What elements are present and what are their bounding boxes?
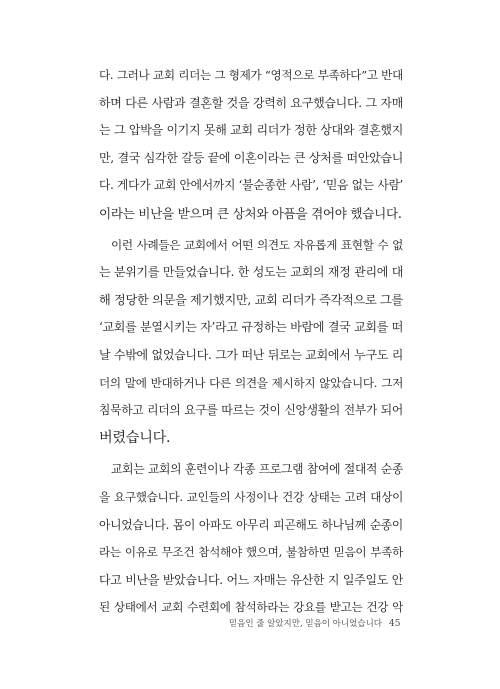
page-footer <box>0 617 500 631</box>
text-line: 라는 이유로 무조건 참석해야 했으며, 불참하면 믿음이 부족하 <box>99 545 403 560</box>
text-line: 다고 비난을 받았습니다. 어느 자매는 유산한 지 일주일도 안 <box>99 572 403 587</box>
text-line: 날 수밖에 없었습니다. 그가 떠난 뒤로는 교회에서 누구도 리 <box>99 347 403 362</box>
text-line: 이런 사례들은 교회에서 어떤 의견도 자유롭게 표현할 수 없 <box>111 237 403 252</box>
text-line: 아니었습니다. 몸이 아파도 아무리 피곤해도 하나님께 순종이 <box>99 517 403 532</box>
text-line: 된 상태에서 교회 수련회에 참석하라는 강요를 받고는 건강 악 <box>99 600 403 615</box>
text-line: 을 요구했습니다. 교인들의 사정이나 건강 상태는 고려 대상이 <box>99 489 403 504</box>
body-text <box>99 62 403 622</box>
text-line: 해 정당한 의문을 제기했지만, 교회 리더가 즉각적으로 그를 <box>99 292 403 307</box>
text-line: 교회는 교회의 훈련이나 각종 프로그램 참여에 절대적 순종 <box>111 462 403 477</box>
text-line: ‘교회를 분열시키는 자’라고 규정하는 바람에 결국 교회를 떠 <box>99 320 403 335</box>
text-line: 는 분위기를 만들었습니다. 한 성도는 교회의 재정 관리에 대 <box>99 265 403 280</box>
text-line: 이라는 비난을 받으며 큰 상처와 아픔을 겪어야 했습니다. <box>99 205 402 221</box>
text-line: 만, 결국 심각한 갈등 끝에 이혼이라는 큰 상처를 떠안았습니 <box>99 150 403 165</box>
running-head: 믿음인 줄 알았지만, 믿음이 아니었습니다 <box>228 619 382 629</box>
text-line: 다. 게다가 교회 안에서까지 ‘불순종한 사람’, ‘믿음 없는 사람’ <box>99 178 403 193</box>
text-line: 침묵하고 리더의 요구를 따르는 것이 신앙생활의 전부가 되어 <box>99 403 403 418</box>
text-line: 버렸습니다. <box>99 429 171 446</box>
text-line: 는 그 압박을 이기지 못해 교회 리더가 정한 상대와 결혼했지 <box>99 123 403 138</box>
text-line: 더의 말에 반대하거나 다른 의견을 제시하지 않았습니다. 그저 <box>99 375 403 390</box>
text-line: 다. 그러나 교회 리더는 그 형제가 “영적으로 부족하다”고 반대 <box>99 68 403 82</box>
text-line: 하며 다른 사람과 결혼할 것을 강력히 요구했습니다. 그 자매 <box>99 95 403 110</box>
page-number: 45 <box>389 619 401 629</box>
